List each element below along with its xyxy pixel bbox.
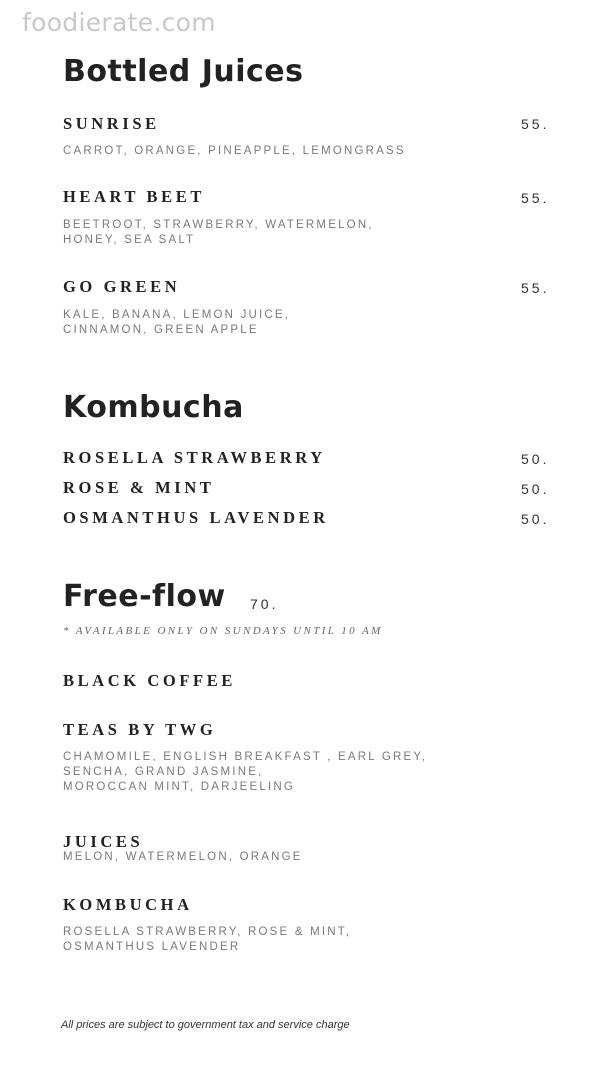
item-rosella-strawberry-price: 50. <box>521 451 550 467</box>
item-teas-desc-line2: SENCHA, GRAND JASMINE, <box>63 766 264 778</box>
item-kombucha-desc-line1: ROSELLA STRAWBERRY, ROSE & MINT, <box>63 926 352 938</box>
item-kombucha-desc-line2: OSMANTHUS LAVENDER <box>63 941 241 953</box>
section-title-kombucha: Kombucha <box>63 390 244 425</box>
section-title-free-flow: Free-flow <box>63 579 226 614</box>
item-rose-mint-price: 50. <box>521 481 550 497</box>
item-rosella-strawberry-name: ROSELLA STRAWBERRY <box>63 448 326 467</box>
item-go-green-desc-line1: KALE, BANANA, LEMON JUICE, <box>63 309 291 321</box>
item-teas-desc-line3: MOROCCAN MINT, DARJEELING <box>63 781 295 793</box>
item-go-green-desc-line2: CINNAMON, GREEN APPLE <box>63 324 259 336</box>
watermark: foodierate.com <box>22 8 216 37</box>
item-teas-by-twg-name: TEAS BY TWG <box>63 720 217 739</box>
item-osmanthus-lavender-name: OSMANTHUS LAVENDER <box>63 508 329 527</box>
item-heart-beet-name: HEART BEET <box>63 187 205 206</box>
item-heart-beet-price: 55. <box>521 190 550 206</box>
item-teas-desc-line1: CHAMOMILE, ENGLISH BREAKFAST , EARL GREY, <box>63 751 428 763</box>
tax-service-footnote: All prices are subject to government tax and service charge <box>61 1019 350 1031</box>
section-title-bottled-juices: Bottled Juices <box>63 54 304 89</box>
item-heart-beet-desc-line2: HONEY, SEA SALT <box>63 234 196 246</box>
item-juices-name: JUICES <box>63 832 144 851</box>
free-flow-availability-note: * AVAILABLE ONLY ON SUNDAYS UNTIL 10 AM <box>63 625 383 637</box>
item-kombucha-name: KOMBUCHA <box>63 895 193 914</box>
item-go-green-name: GO GREEN <box>63 277 181 296</box>
item-sunrise-desc: CARROT, ORANGE, PINEAPPLE, LEMONGRASS <box>63 145 406 157</box>
item-rose-mint-name: ROSE & MINT <box>63 478 215 497</box>
free-flow-price: 70. <box>250 596 279 612</box>
item-heart-beet-desc-line1: BEETROOT, STRAWBERRY, WATERMELON, <box>63 219 374 231</box>
item-black-coffee-name: BLACK COFFEE <box>63 671 236 690</box>
item-go-green-price: 55. <box>521 280 550 296</box>
item-sunrise-price: 55. <box>521 116 550 132</box>
item-sunrise-name: SUNRISE <box>63 114 160 133</box>
item-osmanthus-lavender-price: 50. <box>521 511 550 527</box>
item-juices-desc: MELON, WATERMELON, ORANGE <box>63 851 303 863</box>
